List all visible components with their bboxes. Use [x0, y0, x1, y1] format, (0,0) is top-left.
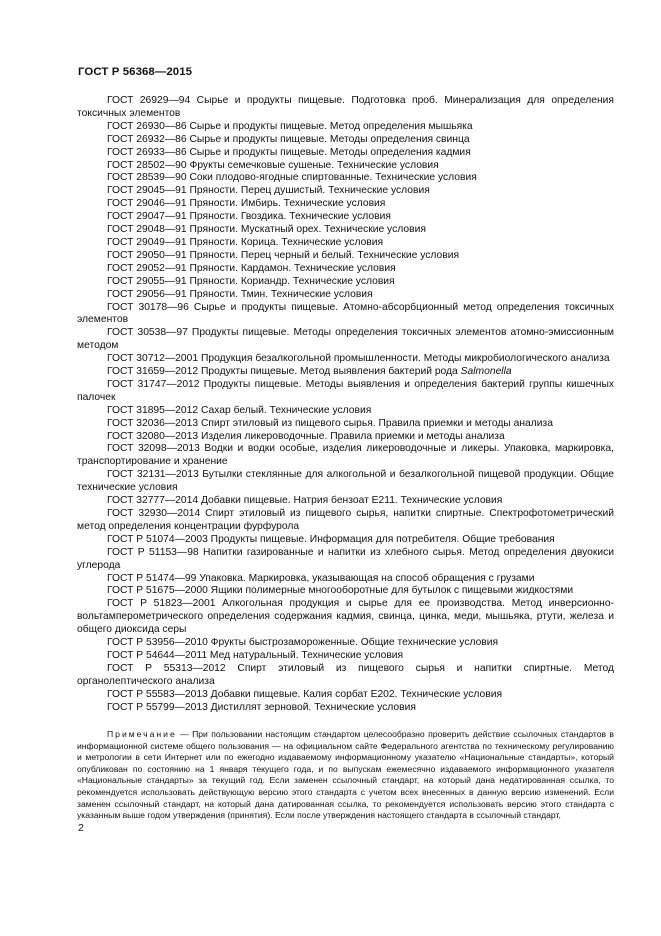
reference-item: ГОСТ 29048—91 Пряности. Мускатный орех. Технические условия — [107, 224, 426, 236]
reference-item: ГОСТ 32036—2013 Спирт этиловый из пищевого сырья. Правила приемки и методы анализа — [107, 417, 553, 429]
reference-item: ГОСТ 26933—86 Сырье и продукты пищевые. Методы определения кадмия — [107, 146, 471, 158]
reference-item: ГОСТ 26929—94 Сырье и продукты пищевые. Подготовка проб. Минерализация для определения токсичных элементов — [77, 95, 614, 119]
page-number: 2 — [78, 822, 84, 834]
reference-item: ГОСТ 29055—91 Пряности. Кориандр. Технические условия — [107, 275, 395, 287]
reference-item: ГОСТ 28539—90 Соки плодово-ягодные спиртованные. Технические условия — [107, 172, 477, 184]
reference-item: ГОСТ 32131—2013 Бутылки стеклянные для алкогольной и безалкогольной пищевой продукции. Общие технические условия — [77, 469, 614, 494]
reference-item: ГОСТ Р 51153—98 Напитки газированные и напитки из хлебного сырья. Метод определения двуокиси углерода — [77, 546, 614, 571]
reference-item: ГОСТ 29049—91 Пряности. Корица. Технические условия — [107, 236, 384, 248]
reference-item: ГОСТ Р 51474—99 Упаковка. Маркировка, указывающая на способ обращения с грузами — [107, 572, 535, 584]
reference-item: ГОСТ 32777—2014 Добавки пищевые. Натрия бензоат Е211. Технические условия — [107, 495, 503, 507]
reference-item: ГОСТ 32098—2013 Водки и водки особые, изделия ликероводочные и ликеры. Упаковка, маркировка, транспортирование и хранение — [77, 443, 614, 468]
reference-item: ГОСТ 29056—91 Пряности. Тмин. Технические условия — [107, 288, 373, 300]
reference-item-salmonella — [77, 366, 614, 379]
note-paragraph — [77, 729, 614, 822]
reference-item: ГОСТ Р 51823—2001 Алкогольная продукция и сырье для ее производства. Метод инверсионно-вольтамперометрического определения содержания кадмия, свинца, цинка, меди, мышьяка, ртути, железа и общего диоксида серы — [77, 598, 614, 636]
reference-item: ГОСТ 32080—2013 Изделия ликероводочные. Правила приемки и методы анализа — [107, 430, 505, 442]
reference-item: ГОСТ Р 54644—2011 Мед натуральный. Технические условия — [107, 649, 404, 661]
reference-item: ГОСТ 30538—97 Продукты пищевые. Методы определения токсичных элементов атомно-эмиссионным методом — [77, 327, 614, 352]
reference-item: ГОСТ Р 51675—2000 Ящики полимерные многооборотные для бутылок с пищевыми жидкостями — [107, 585, 574, 597]
reference-item: ГОСТ 30178—96 Сырье и продукты пищевые. Атомно-абсорбционный метод определения токсичных элементов — [77, 301, 614, 326]
reference-text: ГОСТ 31659—2012 Продукты пищевые. Метод выявления бактерий рода — [107, 366, 461, 378]
reference-item: ГОСТ 29047—91 Пряности. Гвоздика. Технические условия — [107, 211, 391, 223]
reference-item: ГОСТ 32930—2014 Спирт этиловый из пищевого сырья, напитки спиртные. Спектрофотометрический метод определения концентрации фурфурола — [77, 508, 614, 532]
reference-item: ГОСТ 28502—90 Фрукты семечковые сушеные. Технические условия — [107, 159, 439, 171]
references-list — [77, 95, 614, 715]
reference-item: ГОСТ Р 55583—2013 Добавки пищевые. Калия сорбат Е202. Технические условия — [107, 688, 503, 700]
reference-item: ГОСТ Р 53956—2010 Фрукты быстрозамороженные. Общие технические условия — [107, 637, 499, 649]
reference-item: ГОСТ 31747—2012 Продукты пищевые. Методы выявления и определения бактерий группы кишечных палочек — [77, 378, 614, 403]
reference-item: ГОСТ 30712—2001 Продукция безалкогольной промышленности. Методы микробиологического анализа — [107, 353, 610, 365]
reference-italic-term: Salmonella — [460, 366, 512, 378]
reference-item: ГОСТ 29052—91 Пряности. Кардамон. Технические условия — [107, 262, 396, 274]
document-header: ГОСТ Р 56368—2015 — [78, 66, 193, 78]
reference-item: ГОСТ 26932—86 Сырье и продукты пищевые. Методы определения свинца — [107, 133, 470, 145]
reference-item: ГОСТ 26930—86 Сырье и продукты пищевые. Метод определения мышьяка — [107, 120, 473, 132]
reference-item: ГОСТ Р 55799—2013 Дистиллят зерновой. Технические условия — [107, 701, 416, 713]
reference-item: ГОСТ 29046—91 Пряности. Имбирь. Технические условия — [107, 198, 386, 210]
reference-item: ГОСТ Р 51074—2003 Продукты пищевые. Информация для потребителя. Общие требования — [107, 533, 555, 545]
reference-item: ГОСТ 29050—91 Пряности. Перец черный и белый. Технические условия — [107, 249, 460, 261]
reference-item: ГОСТ 29045—91 Пряности. Перец душистый. Технические условия — [107, 185, 430, 197]
note-text: — При пользовании настоящим стандартом целесообразно проверить действие ссылочных стандартов в информационной системе общего пользования — на официальном сайте Федерального агентства по техническому регулированию и метрологии в сети Интернет или по ежегодно издаваемому информационному указателю «Национальные стандарты», который опубликован по состоянию на 1 января текущего года, и по выпускам ежемесячно издаваемого информационного указателя «Национальные стандарты» за текущий год. Если заменен ссылочный стандарт, на который дана недатированная ссылка, то рекомендуется использовать действующую версию этого стандарта с учетом всех внесенных в данную версию изменений. Если заменен ссылочный стандарт, на который дана датированная ссылка, то рекомендуется использовать версию этого стандарта с указанным выше годом утверждения (принятия). Если после утверждения настоящего стандарта в ссылочный стандарт, — [77, 729, 614, 821]
reference-item: ГОСТ 31895—2012 Сахар белый. Технические условия — [107, 404, 372, 416]
note-label: Примечание — [107, 729, 177, 739]
reference-item: ГОСТ Р 55313—2012 Спирт этиловый из пищевого сырья и напитки спиртные. Метод органолептического анализа — [77, 662, 614, 687]
